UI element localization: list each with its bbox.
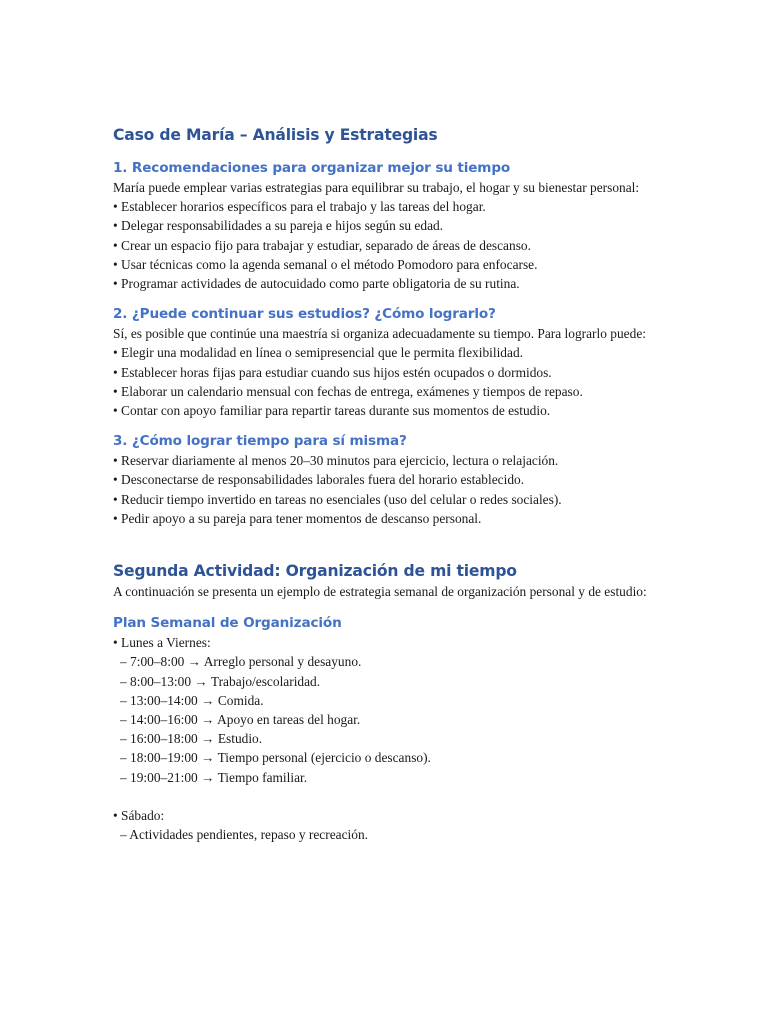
list-item: • Establecer horas fijas para estudiar cuando sus hijos estén ocupados o dormidos.	[113, 364, 552, 380]
document-page	[113, 124, 658, 844]
list-item: • Delegar responsabilidades a su pareja e hijos según su edad.	[113, 218, 444, 234]
section3-heading: 3. ¿Cómo lograr tiempo para sí misma?	[113, 433, 407, 450]
schedule-item: – 18:00–19:00 → Tiempo personal (ejercicio o descanso).	[120, 750, 431, 766]
section1-intro: María puede emplear varias estrategias para equilibrar su trabajo, el hogar y su bienestar personal:	[113, 180, 640, 195]
schedule-item: – Actividades pendientes, repaso y recreación.	[120, 827, 369, 843]
schedule-item: – 16:00–18:00 → Estudio.	[120, 731, 263, 747]
schedule-item: – 8:00–13:00 → Trabajo/escolaridad.	[120, 673, 321, 689]
list-item: • Establecer horarios específicos para el trabajo y las tareas del hogar.	[113, 199, 486, 215]
list-item: • Desconectarse de responsabilidades laborales fuera del horario establecido.	[113, 472, 525, 488]
list-item: • Pedir apoyo a su pareja para tener momentos de descanso personal.	[113, 510, 482, 526]
schedule-item: – 14:00–16:00 → Apoyo en tareas del hogar.	[120, 712, 361, 728]
schedule-item: – 19:00–21:00 → Tiempo familiar.	[120, 769, 308, 785]
section-recommendations	[113, 158, 658, 293]
list-item: • Reservar diariamente al menos 20–30 minutos para ejercicio, lectura o relajación.	[113, 453, 559, 469]
plan-heading: Plan Semanal de Organización	[113, 615, 342, 632]
list-item: • Elaborar un calendario mensual con fechas de entrega, exámenes y tiempos de repaso.	[113, 383, 583, 399]
list-item: • Crear un espacio fijo para trabajar y estudiar, separado de áreas de descanso.	[113, 237, 531, 253]
activity-intro: A continuación se presenta un ejemplo de estrategia semanal de organización personal y de estudio:	[113, 584, 647, 600]
section1-heading: 1. Recomendaciones para organizar mejor su tiempo	[113, 160, 511, 176]
section-activity	[113, 560, 658, 601]
activity-title: Segunda Actividad: Organización de mi tiempo	[113, 562, 517, 581]
list-item: • Elegir una modalidad en línea o semipresencial que le permita flexibilidad.	[113, 345, 523, 361]
section2-heading: 2. ¿Puede continuar sus estudios? ¿Cómo lograrlo?	[113, 306, 496, 323]
list-item: • Usar técnicas como la agenda semanal o el método Pomodoro para enfocarse.	[113, 256, 538, 272]
section-studies	[113, 304, 658, 420]
section2-intro: Sí, es posible que continúe una maestría si organiza adecuadamente su tiempo. Para lograrlo puede:	[113, 326, 646, 342]
weekdays-label: • Lunes a Viernes:	[113, 635, 211, 651]
list-item: • Programar actividades de autocuidado como parte obligatoria de su rutina.	[113, 276, 520, 292]
schedule-item: – 7:00–8:00 → Arreglo personal y desayuno.	[120, 654, 362, 670]
section-weekly-plan	[113, 613, 658, 844]
section-self-time	[113, 431, 658, 528]
schedule-item: – 13:00–14:00 → Comida.	[120, 692, 264, 708]
saturday-label: • Sábado:	[113, 807, 165, 823]
list-item: • Contar con apoyo familiar para repartir tareas durante sus momentos de estudio.	[113, 403, 551, 419]
case-title: Caso de María – Análisis y Estrategias	[113, 126, 438, 144]
list-item: • Reducir tiempo invertido en tareas no esenciales (uso del celular o redes sociales).	[113, 491, 562, 507]
